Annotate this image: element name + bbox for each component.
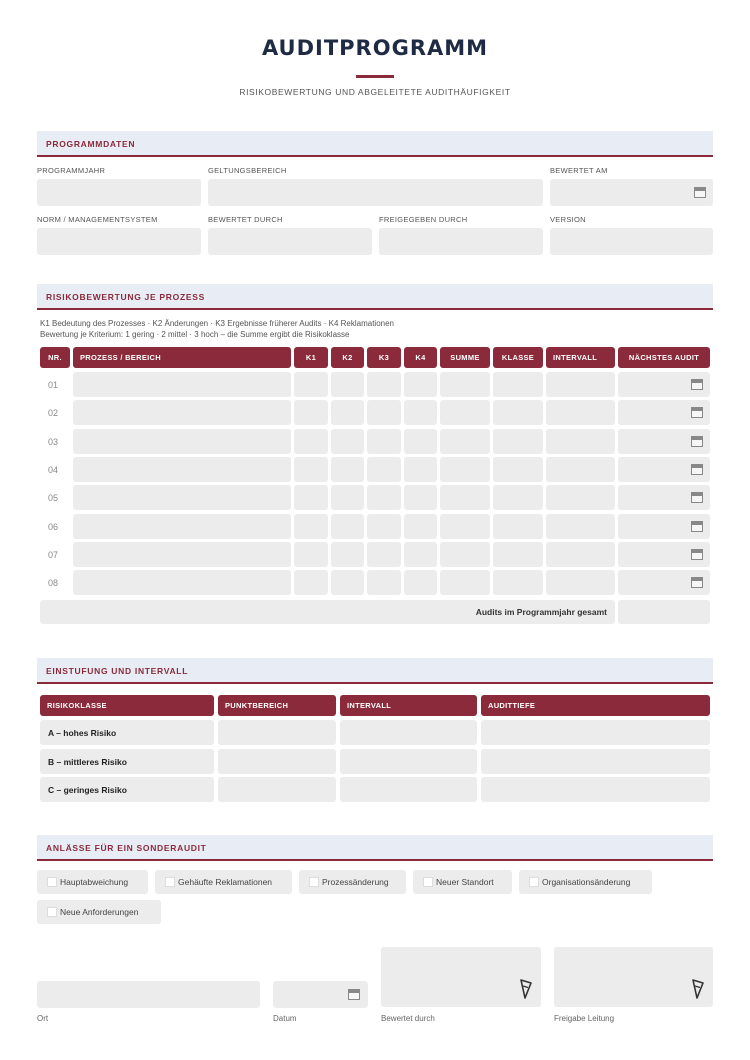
- prozess-cell[interactable]: [73, 457, 291, 482]
- k2-cell[interactable]: [331, 542, 364, 567]
- calendar-icon[interactable]: [691, 436, 703, 447]
- option-organisationsaenderung[interactable]: [519, 870, 652, 894]
- datum-field[interactable]: [273, 981, 368, 1008]
- summe-cell[interactable]: [440, 372, 490, 397]
- intervall-cell[interactable]: [546, 457, 615, 482]
- intervall-cell[interactable]: [340, 777, 477, 802]
- k1-cell[interactable]: [294, 457, 328, 482]
- k2-cell[interactable]: [331, 457, 364, 482]
- calendar-icon[interactable]: [691, 407, 703, 418]
- calendar-icon[interactable]: [691, 379, 703, 390]
- col-header-punktbereich: PUNKTBEREICH: [218, 695, 336, 716]
- k3-cell[interactable]: [367, 400, 401, 425]
- norm-field[interactable]: [37, 228, 201, 255]
- freigabe-label: Freigabe Leitung: [554, 1014, 615, 1023]
- checkbox[interactable]: [423, 877, 433, 887]
- k4-cell[interactable]: [404, 372, 437, 397]
- k3-cell[interactable]: [367, 542, 401, 567]
- row-number: 04: [48, 464, 59, 475]
- freigegeben-durch-field[interactable]: [379, 228, 543, 255]
- naechstes-audit-cell[interactable]: [618, 542, 710, 567]
- col-header-k2: K2: [331, 347, 364, 368]
- prozess-cell[interactable]: [73, 485, 291, 510]
- freigegeben-durch-label: FREIGEGEBEN DURCH: [379, 215, 468, 224]
- audittiefe-cell[interactable]: [481, 749, 710, 774]
- option-gehaeufte-reklamationen[interactable]: [155, 870, 292, 894]
- section-title: EINSTUFUNG UND INTERVALL: [46, 666, 189, 676]
- col-header-nr: NR.: [40, 347, 70, 368]
- option-label: Prozessänderung: [322, 877, 389, 887]
- checkbox[interactable]: [47, 907, 57, 917]
- prozess-cell[interactable]: [73, 570, 291, 595]
- intervall-cell[interactable]: [546, 542, 615, 567]
- total-row: [40, 600, 615, 624]
- bewertet-durch-field[interactable]: [208, 228, 372, 255]
- checkbox[interactable]: [165, 877, 175, 887]
- k4-cell[interactable]: [404, 429, 437, 454]
- audittiefe-cell[interactable]: [481, 720, 710, 745]
- klasse-cell[interactable]: [493, 570, 543, 595]
- punktbereich-cell[interactable]: [218, 777, 336, 802]
- option-label: Neuer Standort: [436, 877, 494, 887]
- intervall-cell[interactable]: [546, 485, 615, 510]
- prozess-cell[interactable]: [73, 514, 291, 539]
- k2-cell[interactable]: [331, 400, 364, 425]
- calendar-icon[interactable]: [691, 521, 703, 532]
- col-header-intervall: INTERVALL: [546, 347, 615, 368]
- option-prozessaenderung[interactable]: [299, 870, 406, 894]
- k1-cell[interactable]: [294, 542, 328, 567]
- k3-cell[interactable]: [367, 372, 401, 397]
- option-label: Hauptabweichung: [60, 877, 129, 887]
- k2-cell[interactable]: [331, 570, 364, 595]
- punktbereich-cell[interactable]: [218, 749, 336, 774]
- signature-freigabe-field[interactable]: [554, 947, 713, 1007]
- klasse-cell[interactable]: [493, 400, 543, 425]
- k2-cell[interactable]: [331, 372, 364, 397]
- klasse-cell[interactable]: [493, 372, 543, 397]
- geltungsbereich-field[interactable]: [208, 179, 543, 206]
- summe-cell[interactable]: [440, 429, 490, 454]
- section-title: RISIKOBEWERTUNG JE PROZESS: [46, 292, 205, 302]
- datum-label: Datum: [273, 1014, 297, 1023]
- col-header-risikoklasse: RISIKOKLASSE: [40, 695, 214, 716]
- bewertet-am-field[interactable]: [550, 179, 713, 206]
- scale-note: Bewertung je Kriterium: 1 gering · 2 mittel · 3 hoch – die Summe ergibt die Risikoklasse: [40, 330, 350, 339]
- option-label: Gehäufte Reklamationen: [178, 877, 273, 887]
- k2-cell[interactable]: [331, 429, 364, 454]
- ort-field[interactable]: [37, 981, 260, 1008]
- k1-cell[interactable]: [294, 570, 328, 595]
- k4-cell[interactable]: [404, 514, 437, 539]
- row-number: 05: [48, 493, 59, 504]
- checkbox[interactable]: [47, 877, 57, 887]
- geltungsbereich-label: GELTUNGSBEREICH: [208, 166, 287, 175]
- k4-cell[interactable]: [404, 485, 437, 510]
- col-header-prozess: PROZESS / BEREICH: [73, 347, 291, 368]
- pen-icon: [691, 979, 705, 999]
- naechstes-audit-cell[interactable]: [618, 400, 710, 425]
- bewertet-am-label: BEWERTET AM: [550, 166, 608, 175]
- title-underline: [356, 75, 394, 78]
- col-header-summe: SUMME: [440, 347, 490, 368]
- intervall-cell[interactable]: [546, 400, 615, 425]
- section-programmdaten: [37, 131, 713, 157]
- intervall-cell[interactable]: [340, 749, 477, 774]
- option-label: Organisationsänderung: [542, 877, 631, 887]
- calendar-icon[interactable]: [691, 464, 703, 475]
- k2-cell[interactable]: [331, 514, 364, 539]
- prozess-cell[interactable]: [73, 372, 291, 397]
- k1-cell[interactable]: [294, 429, 328, 454]
- version-field[interactable]: [550, 228, 713, 255]
- k1-cell[interactable]: [294, 372, 328, 397]
- prozess-cell[interactable]: [73, 400, 291, 425]
- pen-icon: [519, 979, 533, 999]
- klasse-cell[interactable]: [493, 485, 543, 510]
- option-hauptabweichung[interactable]: [37, 870, 148, 894]
- bewertet-durch-label: BEWERTET DURCH: [208, 215, 283, 224]
- summe-cell[interactable]: [440, 400, 490, 425]
- risikoklasse-label: C – geringes Risiko: [48, 785, 127, 795]
- intervall-cell[interactable]: [546, 372, 615, 397]
- col-header-audittiefe: AUDITTIEFE: [481, 695, 710, 716]
- klasse-cell[interactable]: [493, 542, 543, 567]
- col-header-intervall: INTERVALL: [340, 695, 477, 716]
- naechstes-audit-cell[interactable]: [618, 570, 710, 595]
- row-number: 06: [48, 521, 59, 532]
- prozess-cell[interactable]: [73, 542, 291, 567]
- risikoklasse-label: A – hohes Risiko: [48, 728, 117, 738]
- naechstes-audit-cell[interactable]: [618, 372, 710, 397]
- k1-cell[interactable]: [294, 514, 328, 539]
- summe-cell[interactable]: [440, 457, 490, 482]
- k4-cell[interactable]: [404, 457, 437, 482]
- checkbox[interactable]: [309, 877, 319, 887]
- summe-cell[interactable]: [440, 485, 490, 510]
- option-neuer-standort[interactable]: [413, 870, 512, 894]
- programmjahr-label: PROGRAMMJAHR: [37, 166, 106, 175]
- naechstes-audit-cell[interactable]: [618, 429, 710, 454]
- ort-label: Ort: [37, 1014, 49, 1023]
- row-number: 08: [48, 578, 59, 589]
- col-header-k3: K3: [367, 347, 401, 368]
- klasse-cell[interactable]: [493, 429, 543, 454]
- signature-bewertet-field[interactable]: [381, 947, 541, 1007]
- version-label: VERSION: [550, 215, 586, 224]
- k2-cell[interactable]: [331, 485, 364, 510]
- prozess-cell[interactable]: [73, 429, 291, 454]
- section-title: ANLÄSSE FÜR EIN SONDERAUDIT: [46, 843, 207, 853]
- calendar-icon[interactable]: [694, 187, 706, 198]
- k3-cell[interactable]: [367, 457, 401, 482]
- total-label: Audits im Programmjahr gesamt: [475, 607, 607, 617]
- k3-cell[interactable]: [367, 485, 401, 510]
- k1-cell[interactable]: [294, 485, 328, 510]
- total-field[interactable]: [618, 600, 710, 624]
- section-sonderaudit: [37, 835, 713, 861]
- naechstes-audit-cell[interactable]: [618, 514, 710, 539]
- punktbereich-cell[interactable]: [218, 720, 336, 745]
- summe-cell[interactable]: [440, 570, 490, 595]
- naechstes-audit-cell[interactable]: [618, 457, 710, 482]
- calendar-icon[interactable]: [691, 492, 703, 503]
- section-title: PROGRAMMDATEN: [46, 139, 136, 149]
- checkbox[interactable]: [529, 877, 539, 887]
- row-number: 07: [48, 549, 59, 560]
- k3-cell[interactable]: [367, 429, 401, 454]
- calendar-icon[interactable]: [691, 549, 703, 560]
- criteria-note: K1 Bedeutung des Prozesses · K2 Änderungen · K3 Ergebnisse früherer Audits · K4 Reklamationen: [40, 319, 394, 328]
- naechstes-audit-cell[interactable]: [618, 485, 710, 510]
- col-header-k1: K1: [294, 347, 328, 368]
- intervall-cell[interactable]: [546, 429, 615, 454]
- klasse-cell[interactable]: [493, 514, 543, 539]
- section-risikobewertung: [37, 284, 713, 310]
- bewertet-durch-label: Bewertet durch: [381, 1014, 435, 1023]
- norm-label: NORM / MANAGEMENTSYSTEM: [37, 215, 158, 224]
- option-label: Neue Anforderungen: [60, 907, 139, 917]
- k3-cell[interactable]: [367, 514, 401, 539]
- option-neue-anforderungen[interactable]: [37, 900, 161, 924]
- row-number: 01: [48, 380, 59, 390]
- col-header-klasse: KLASSE: [493, 347, 543, 368]
- programmjahr-field[interactable]: [37, 179, 201, 206]
- k4-cell[interactable]: [404, 570, 437, 595]
- page-subtitle: RISIKOBEWERTUNG UND ABGELEITETE AUDITHÄUFIGKEIT: [239, 87, 511, 97]
- col-header-k4: K4: [404, 347, 437, 368]
- klasse-cell[interactable]: [493, 457, 543, 482]
- row-number: 02: [48, 408, 59, 419]
- calendar-icon[interactable]: [691, 577, 703, 588]
- risikoklasse-label: B – mittleres Risiko: [48, 756, 127, 767]
- k4-cell[interactable]: [404, 400, 437, 425]
- k3-cell[interactable]: [367, 570, 401, 595]
- k4-cell[interactable]: [404, 542, 437, 567]
- section-einstufung: [37, 658, 713, 684]
- k1-cell[interactable]: [294, 400, 328, 425]
- page-title: AUDITPROGRAMM: [261, 36, 489, 60]
- intervall-cell[interactable]: [340, 720, 477, 745]
- row-number: 03: [48, 436, 59, 447]
- intervall-cell[interactable]: [546, 570, 615, 595]
- audittiefe-cell[interactable]: [481, 777, 710, 802]
- col-header-naechstes-audit: NÄCHSTES AUDIT: [618, 347, 710, 368]
- summe-cell[interactable]: [440, 514, 490, 539]
- intervall-cell[interactable]: [546, 514, 615, 539]
- summe-cell[interactable]: [440, 542, 490, 567]
- calendar-icon[interactable]: [348, 989, 360, 1000]
